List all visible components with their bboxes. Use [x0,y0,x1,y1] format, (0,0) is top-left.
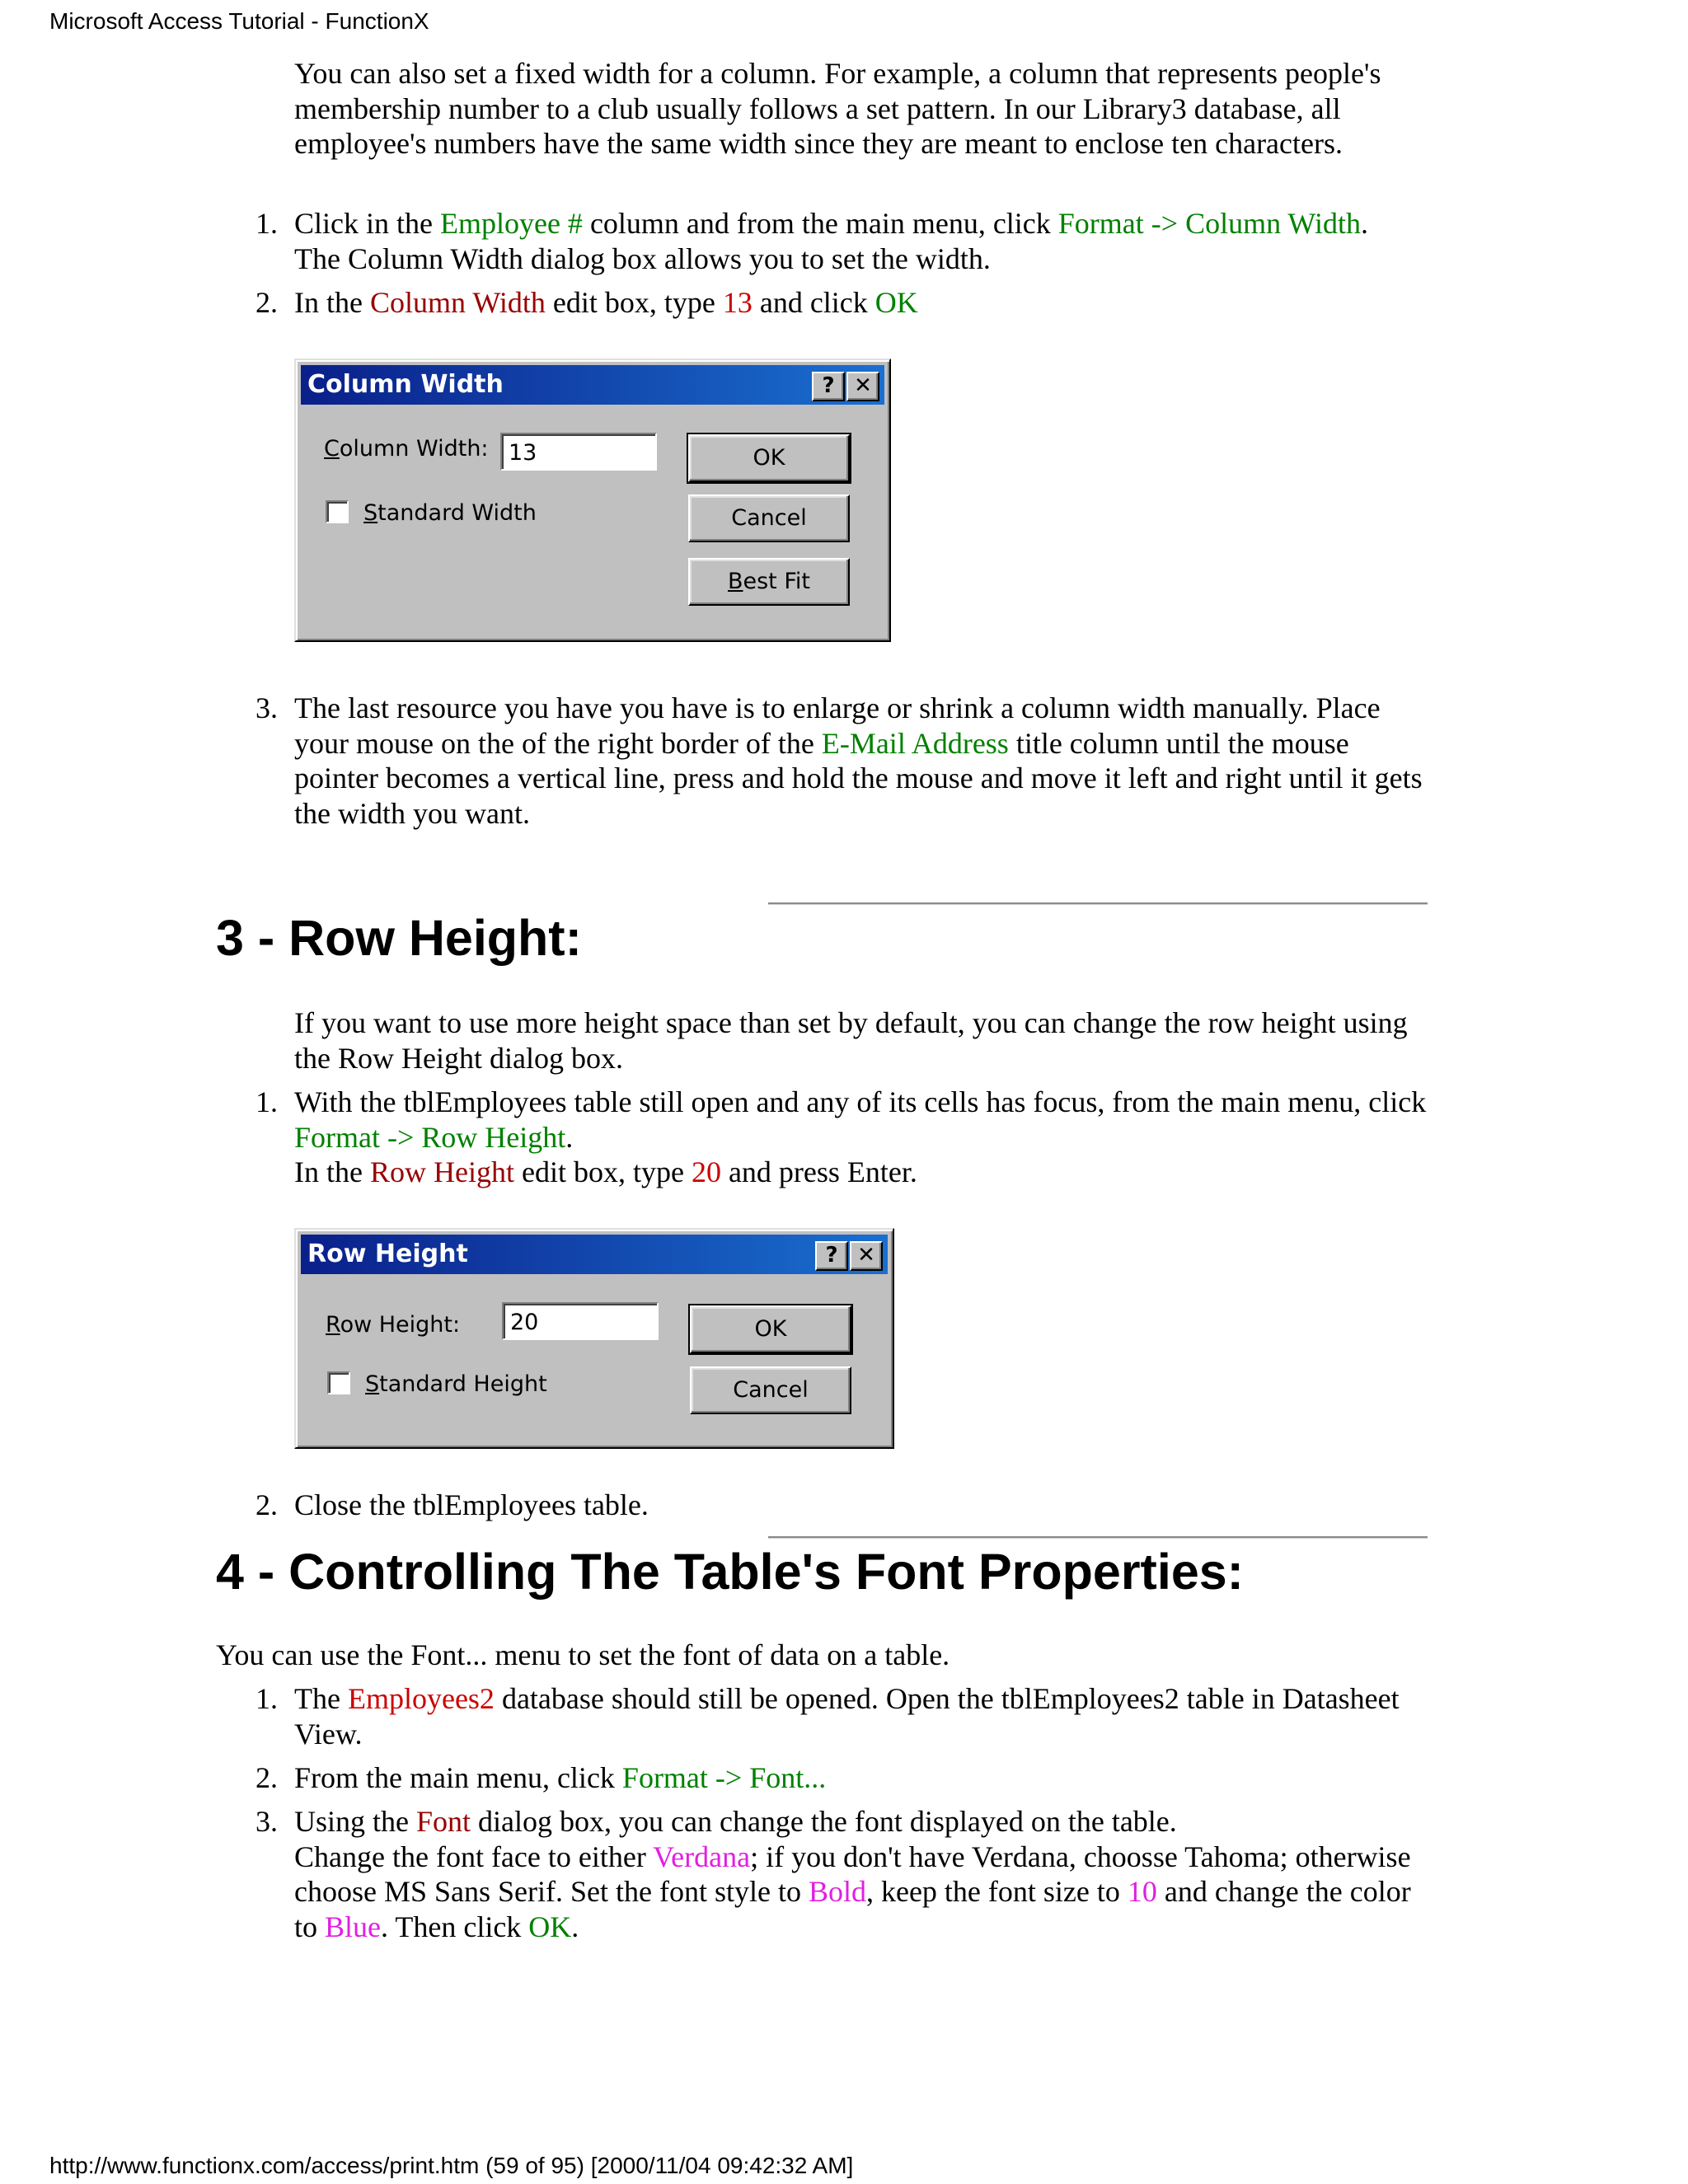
font-style: Bold [808,1875,866,1908]
list-item [256,1760,1434,1796]
text: Click in the [294,207,440,240]
help-icon[interactable]: ? [812,372,845,401]
dialog-title-bar [301,365,884,405]
page-footer: http://www.functionx.com/access/print.htm (59 of 95) [2000/11/04 09:42:32 AM] [49,2153,854,2178]
list-item [256,1804,1434,1944]
list-number: 2. [256,1761,278,1794]
menu-path: Format -> Row Height [294,1120,566,1154]
field-name: Row Height [369,1155,514,1188]
field-name: Column Width [369,286,546,319]
text: Close the tblEmployees table. [294,1488,649,1521]
label-text: est Fit [743,569,811,594]
list-item [256,206,1434,276]
text: . [565,1120,574,1154]
cancel-button[interactable]: Cancel [688,494,850,542]
row-height-dialog [294,1228,894,1449]
text: Change the font face to either [294,1840,654,1873]
label-text: tandard Width [377,500,537,526]
button-name: OK [874,286,918,319]
list-item [256,285,1434,321]
list-number: 2. [256,286,278,319]
text: . [571,1910,579,1943]
ok-button[interactable]: OK [688,434,850,482]
section-heading: 4 - Controlling The Table's Font Properties: [216,1544,1244,1600]
text: and change the color to [294,1875,1411,1943]
row-height-input[interactable]: 20 [502,1302,659,1340]
list-item [256,1085,1434,1190]
text: The last resource you have you have is to enlarge or shrink a column width manually. Place your mouse on the of the right border of the [294,691,1381,760]
text: . [1360,207,1368,240]
text: column and from the main menu, click [582,207,1058,240]
column-width-input[interactable]: 13 [500,433,657,471]
font-size: 10 [1127,1875,1157,1908]
label-accel: R [326,1312,340,1338]
label-accel: C [324,436,340,462]
section-heading: 3 - Row Height: [216,910,582,966]
list-item [256,691,1434,831]
column-width-label [324,436,489,462]
label-accel: S [363,500,378,526]
text: database should still be opened. Open the tblEmployees2 table in Datasheet View. [294,1682,1400,1750]
text: ; if you don't have Verdana, choosse Tahoma; otherwise choose MS Sans Serif. Set the font style to [294,1840,1411,1908]
list-number: 1. [256,207,278,240]
field-name: Employee # [439,207,583,240]
close-icon[interactable]: ✕ [850,1241,883,1271]
database-name: Employees2 [347,1682,495,1715]
standard-height-checkbox[interactable] [327,1371,350,1394]
font-name: Verdana [653,1840,751,1873]
column-width-dialog [294,359,891,642]
text: edit box, type [545,286,723,319]
list-number: 3. [256,691,278,724]
button-name: OK [528,1910,572,1943]
text: edit box, type [513,1155,692,1188]
label-accel: B [727,569,743,594]
value: 20 [691,1155,721,1188]
menu-path: Format -> Column Width [1057,207,1361,240]
close-icon[interactable]: ✕ [846,372,879,401]
menu-path: Format -> Font... [621,1761,827,1794]
intro-paragraph: You can also set a fixed width for a column. For example, a column that represents people's membership number to a club usually follows a set pattern. In our Library3 database, all employee's numbers have the same width since they are meant to enclose ten characters. [294,57,1381,160]
field-name: E-Mail Address [821,726,1009,760]
list-number: 1. [256,1085,278,1118]
row-height-label [326,1312,460,1338]
standard-width-checkbox[interactable] [326,500,349,523]
text: The [294,1682,348,1715]
list-number: 2. [256,1488,278,1521]
text: , keep the font size to [865,1875,1128,1908]
text: In the [294,286,370,319]
text: The Column Width dialog box allows you to set the width. [294,241,991,275]
label-accel: S [365,1371,380,1397]
dialog-title: Row Height [307,1240,468,1268]
dialog-title-bar [301,1235,888,1274]
list-item [256,1488,1434,1523]
font-color: Blue [325,1910,382,1943]
text: Using the [294,1805,416,1838]
horizontal-rule [768,902,1428,905]
text: . Then click [381,1910,529,1943]
list-number: 3. [256,1805,278,1838]
horizontal-rule [768,1536,1428,1539]
dialog-name: Font [416,1805,471,1838]
text: dialog box, you can change the font displayed on the table. [471,1805,1177,1838]
text: With the tblEmployees table still open and any of its cells has focus, from the main menu, click [294,1085,1427,1118]
section-intro: If you want to use more height space than set by default, you can change the row height using the Row Height dialog box. [294,1006,1408,1075]
text: and click [752,286,875,319]
section-intro: You can use the Font... menu to set the font of data on a table. [216,1638,950,1671]
text: and press Enter. [720,1155,917,1188]
text: From the main menu, click [294,1761,622,1794]
ok-button[interactable]: OK [690,1305,851,1353]
label-text: olumn Width: [339,436,489,462]
help-icon[interactable]: ? [815,1241,848,1271]
standard-height-label [365,1371,547,1397]
cancel-button[interactable]: Cancel [690,1366,851,1414]
value: 13 [722,286,753,319]
standard-width-label [363,500,537,526]
label-text: tandard Height [379,1371,547,1397]
text: In the [294,1155,370,1188]
list-number: 1. [256,1682,278,1715]
best-fit-button[interactable] [688,558,850,606]
text: title column until the mouse pointer becomes a vertical line, press and hold the mouse and move it left and right until it gets the width you want. [294,726,1423,830]
list-item [256,1681,1434,1751]
page-header: Microsoft Access Tutorial - FunctionX [49,8,429,34]
dialog-title: Column Width [307,370,504,399]
label-text: ow Height: [340,1312,461,1338]
